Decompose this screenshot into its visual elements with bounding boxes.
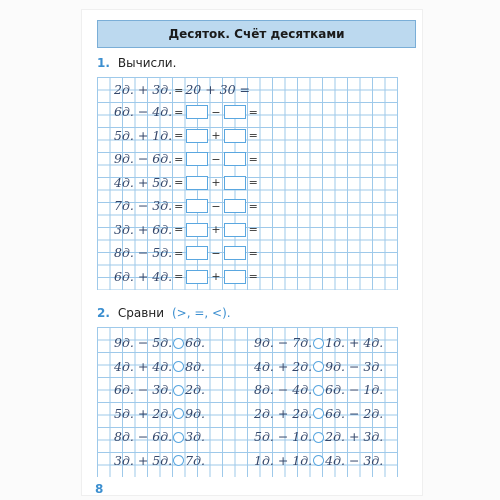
comparison-right-expression: 9д. <box>185 405 205 421</box>
equals-sign: = <box>248 246 258 260</box>
operator-sign: − <box>211 199 221 213</box>
equals-sign: = <box>248 105 258 119</box>
comparison-left-expression: 8д. − 6д. <box>114 429 173 444</box>
task2-left-row <box>114 333 205 353</box>
task2-instruction: Сравни <box>117 306 164 320</box>
answer-box-tens[interactable] <box>186 152 208 166</box>
task2-number: 2. <box>97 306 110 320</box>
task1-first-left: 2д. + 3д. <box>114 82 173 97</box>
comparison-circle[interactable] <box>313 408 324 419</box>
task2-right-row <box>254 380 383 400</box>
answer-box-tens[interactable] <box>224 105 246 119</box>
comparison-right-expression: 2д. <box>185 382 205 397</box>
page-title: Десяток. Счёт десятками <box>168 27 345 41</box>
comparison-left-expression: 4д. + 4д. <box>114 358 173 374</box>
answer-box-tens[interactable] <box>186 176 208 190</box>
task2-right-row <box>254 404 383 424</box>
comparison-circle[interactable] <box>173 361 184 372</box>
task2-right-row <box>254 333 383 353</box>
answer-box-tens[interactable] <box>224 129 246 143</box>
equals-sign: = <box>174 152 184 166</box>
comparison-left-expression: 3д. + 5д. <box>114 452 173 468</box>
comparison-right-expression: 2д. + 3д. <box>325 429 384 444</box>
comparison-circle[interactable] <box>173 385 184 396</box>
comparison-left-expression: 8д. − 4д. <box>254 382 313 397</box>
comparison-right-expression: 4д. − 3д. <box>325 452 384 468</box>
equals-sign: = <box>174 129 184 142</box>
task1-row <box>114 220 260 240</box>
task1-instruction: Вычисли. <box>117 56 177 70</box>
task2-heading <box>97 306 231 320</box>
comparison-circle[interactable] <box>173 338 184 349</box>
operator-sign: − <box>211 152 221 166</box>
operator-sign: + <box>211 270 221 283</box>
task2-left-row <box>114 380 205 400</box>
equals-sign: = <box>174 246 184 260</box>
operator-sign: − <box>211 246 221 260</box>
comparison-right-expression: 8д. <box>185 358 205 374</box>
task2-right-row <box>254 451 383 471</box>
comparison-left-expression: 9д. − 7д. <box>254 335 313 350</box>
task2-left-row <box>114 427 205 447</box>
task1-row-expression: 3д. + 6д. <box>114 221 173 237</box>
task2-signs: (>, =, <). <box>172 306 231 320</box>
task1-row-expression: 6д. + 4д. <box>114 268 173 284</box>
comparison-right-expression: 6д. − 2д. <box>325 405 384 421</box>
operator-sign: − <box>211 105 221 119</box>
comparison-left-expression: 4д. + 2д. <box>254 358 313 374</box>
comparison-right-expression: 6д. − 1д. <box>325 382 384 397</box>
equals-sign: = <box>174 199 184 213</box>
comparison-right-expression: 7д. <box>185 452 205 468</box>
comparison-circle[interactable] <box>313 455 324 466</box>
answer-box-tens[interactable] <box>224 270 246 284</box>
comparison-right-expression: 3д. <box>185 429 205 444</box>
comparison-left-expression: 6д. − 3д. <box>114 382 173 397</box>
task2-left-row <box>114 451 205 471</box>
comparison-circle[interactable] <box>313 385 324 396</box>
comparison-circle[interactable] <box>313 361 324 372</box>
task1-row <box>114 126 260 146</box>
comparison-left-expression: 9д. − 5д. <box>114 335 173 350</box>
equals-sign: = <box>174 105 184 119</box>
equals-sign: = <box>248 223 258 236</box>
task2-right-row <box>254 427 383 447</box>
task1-row <box>114 267 260 287</box>
equals-sign: = <box>174 270 184 283</box>
answer-box-tens[interactable] <box>186 199 208 213</box>
task1-row-expression: 8д. − 5д. <box>114 245 173 260</box>
equals-sign: = <box>248 129 258 142</box>
answer-box-tens[interactable] <box>186 246 208 260</box>
task1-heading <box>97 56 176 70</box>
page-number: 8 <box>95 482 104 496</box>
answer-box-tens[interactable] <box>224 223 246 237</box>
comparison-left-expression: 2д. + 2д. <box>254 405 313 421</box>
answer-box-tens[interactable] <box>224 246 246 260</box>
task2-left-row <box>114 357 205 377</box>
answer-box-tens[interactable] <box>186 105 208 119</box>
comparison-left-expression: 1д. + 1д. <box>254 452 313 468</box>
comparison-circle[interactable] <box>173 455 184 466</box>
task1-row <box>114 102 260 122</box>
comparison-right-expression: 9д. − 3д. <box>325 358 384 374</box>
task2-left-row <box>114 404 205 424</box>
task1-first-row: 2д. + 3д. = 20 + 30 = <box>114 82 251 97</box>
answer-box-tens[interactable] <box>186 223 208 237</box>
task2-right-row <box>254 357 383 377</box>
comparison-right-expression: 6д. <box>185 335 205 350</box>
equals-sign: = <box>248 199 258 213</box>
equals-sign: = <box>174 223 184 236</box>
page-title-bar <box>97 20 416 48</box>
task1-row <box>114 243 260 263</box>
task1-row-expression: 7д. − 3д. <box>114 198 173 213</box>
operator-sign: + <box>211 223 221 236</box>
answer-box-tens[interactable] <box>224 199 246 213</box>
comparison-circle[interactable] <box>313 432 324 443</box>
comparison-left-expression: 5д. − 1д. <box>254 429 313 444</box>
answer-box-tens[interactable] <box>186 129 208 143</box>
task1-row <box>114 149 260 169</box>
comparison-right-expression: 1д. + 4д. <box>325 335 384 350</box>
task1-row-expression: 5д. + 1д. <box>114 127 173 143</box>
comparison-circle[interactable] <box>173 432 184 443</box>
task1-number: 1. <box>97 56 110 70</box>
operator-sign: + <box>211 176 221 189</box>
operator-sign: + <box>211 129 221 142</box>
equals-sign: = <box>248 176 258 189</box>
equals-sign: = <box>174 176 184 189</box>
task1-row <box>114 173 260 193</box>
comparison-circle[interactable] <box>173 408 184 419</box>
comparison-circle[interactable] <box>313 338 324 349</box>
equals-sign: = <box>248 270 258 283</box>
task1-row-expression: 9д. − 6д. <box>114 151 173 166</box>
comparison-left-expression: 5д. + 2д. <box>114 405 173 421</box>
answer-box-tens[interactable] <box>224 176 246 190</box>
task1-first-right: 20 + 30 = <box>185 82 251 97</box>
task1-row-expression: 6д. − 4д. <box>114 104 173 119</box>
equals-sign: = <box>248 152 258 166</box>
task1-row-expression: 4д. + 5д. <box>114 174 173 190</box>
answer-box-tens[interactable] <box>224 152 246 166</box>
answer-box-tens[interactable] <box>186 270 208 284</box>
task1-row <box>114 196 260 216</box>
